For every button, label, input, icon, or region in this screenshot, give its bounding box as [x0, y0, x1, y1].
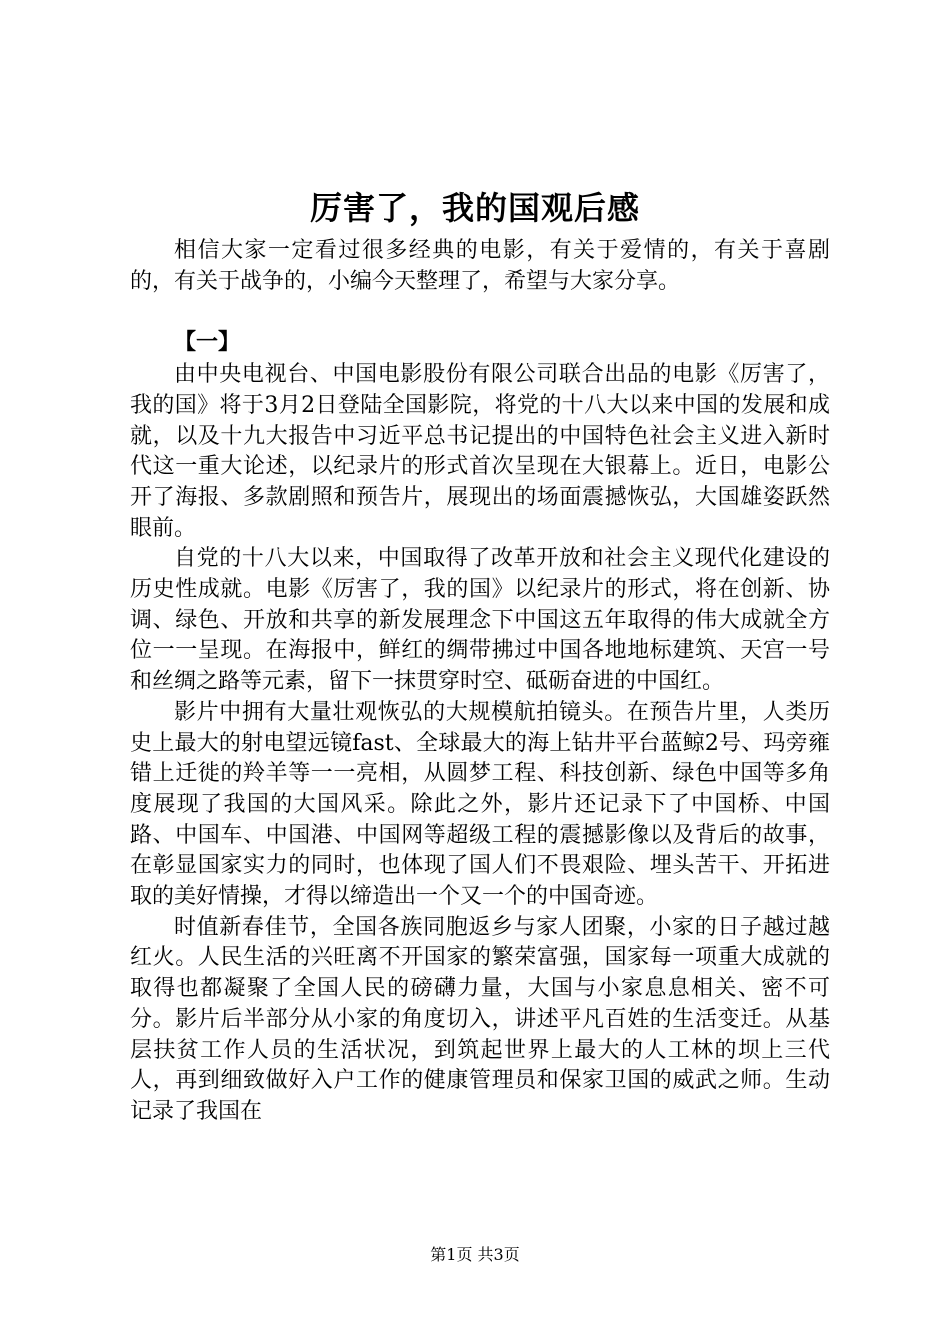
page-footer: 第1页 共3页 — [430, 1245, 520, 1264]
document-title: 厉害了，我的国观后感 — [309, 189, 640, 227]
intro-paragraph: 相信大家一定看过很多经典的电影，有关于爱情的，有关于喜剧的，有关于战争的，小编今天整理了，希望与大家分享。 — [130, 238, 830, 294]
body-paragraph-1: 由中央电视台、中国电影股份有限公司联合出品的电影《厉害了，我的国》将于3月2日登陆全国影院，将党的十八大以来中国的发展和成就，以及十九大报告中习近平总书记提出的中国特色社会主义进入新时代这一重大论述，以纪录片的形式首次呈现在大银幕上。近日，电影公开了海报、多款剧照和预告片，展现出的场面震撼恢弘，大国雄姿跃然眼前。 — [130, 362, 830, 541]
body-paragraph-3: 影片中拥有大量壮观恢弘的大规模航拍镜头。在预告片里，人类历史上最大的射电望远镜fast、全球最大的海上钻井平台蓝鲸2号、玛旁雍错上迁徙的羚羊等一一亮相，从圆梦工程、科技创新、绿色中国等多角度展现了我国的大国风采。除此之外，影片还记录下了中国桥、中国路、中国车、中国港、中国网等超级工程的震撼影像以及背后的故事，在彰显国家实力的同时，也体现了国人们不畏艰险、埋头苦干、开拓进取的美好情操，才得以缔造出一个又一个的中国奇迹。 — [130, 699, 830, 910]
document-body — [130, 236, 830, 1128]
body-paragraph-2: 自党的十八大以来，中国取得了改革开放和社会主义现代化建设的历史性成就。电影《厉害了，我的国》以纪录片的形式，将在创新、协调、绿色、开放和共享的新发展理念下中国这五年取得的伟大成就全方位一一呈现。在海报中，鲜红的绸带拂过中国各地地标建筑、天宫一号和丝绸之路等元素，留下一抹贯穿时空、砥砺奋进的中国红。 — [130, 546, 830, 695]
section-heading: 【一】 — [174, 329, 241, 356]
body-paragraph-4: 时值新春佳节，全国各族同胞返乡与家人团聚，小家的日子越过越红火。人民生活的兴旺离不开国家的繁荣富强，国家每一项重大成就的取得也都凝聚了全国人民的磅礴力量，大国与小家息息相关、密不可分。影片后半部分从小家的角度切入，讲述平凡百姓的生活变迁。从基层扶贫工作人员的生活状况，到筑起世界上最大的人工林的坝上三代人，再到细致做好入户工作的健康管理员和保家卫国的威武之师。生动记录了我国在 — [130, 914, 830, 1124]
